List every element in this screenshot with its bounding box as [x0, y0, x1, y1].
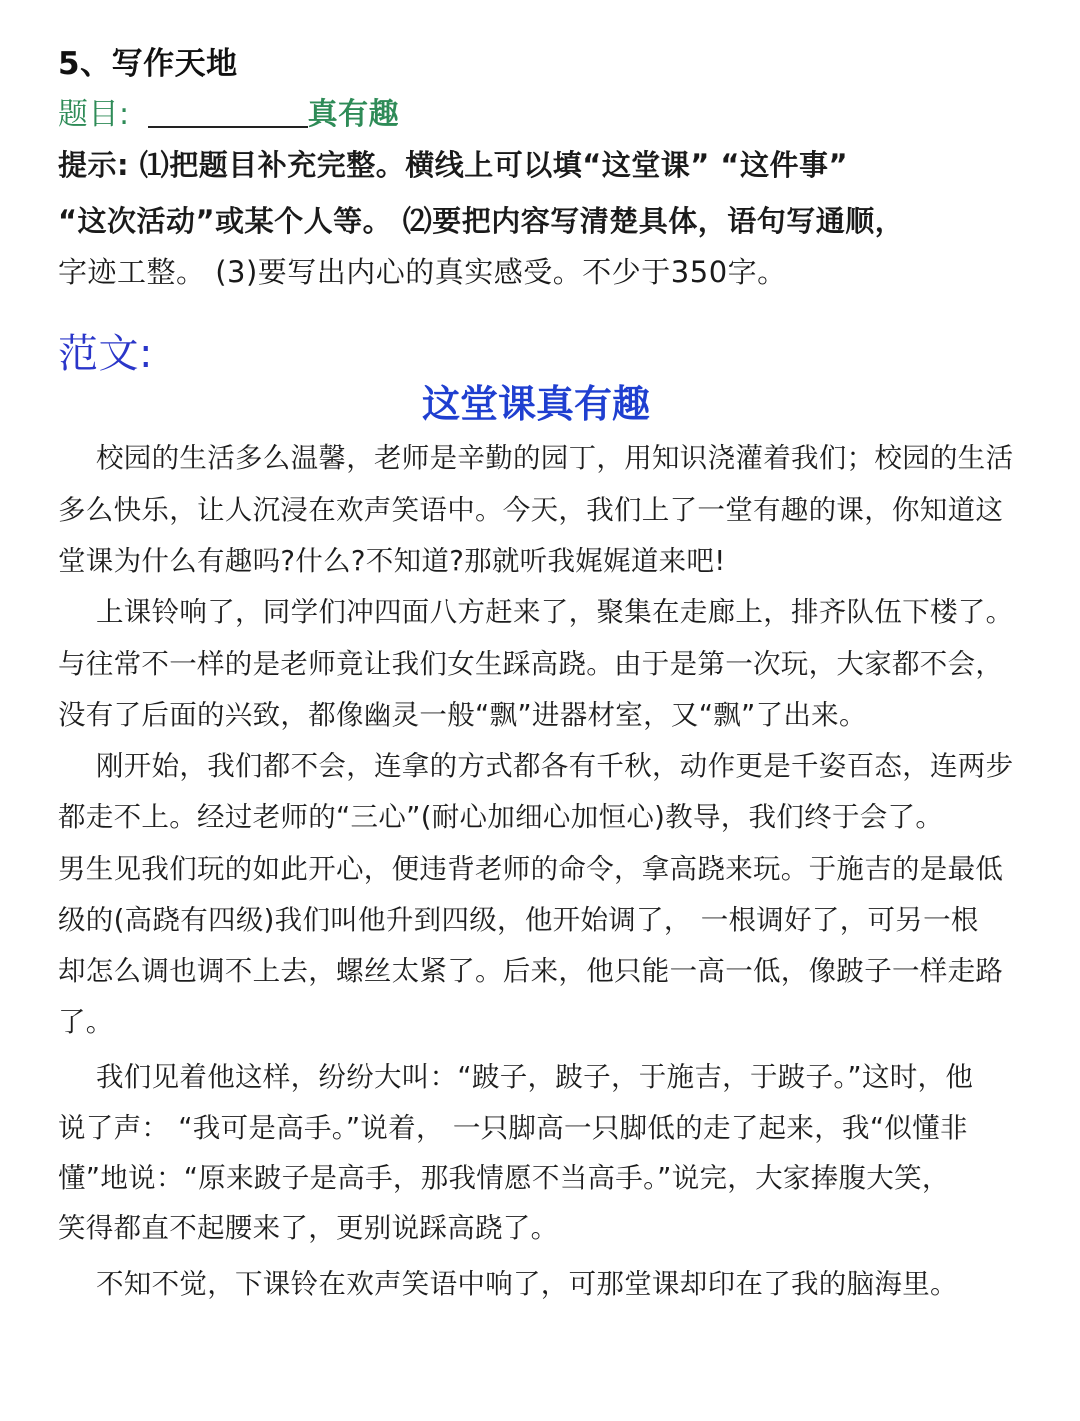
essay-line: 说了声： “我可是高手。”说着， 一只脚高一只脚低的走了起来，我“似懂非 — [58, 1112, 968, 1144]
topic-label: 题目: — [58, 97, 130, 132]
essay-line: 校园的生活多么温馨，老师是辛勤的园丁，用知识浇灌着我们；校园的生活 — [96, 442, 1014, 474]
essay-line: 笑得都直不起腰来了，更别说踩高跷了。 — [58, 1212, 559, 1244]
essay-line: 了。 — [58, 1006, 114, 1038]
essay-line: 与往常不一样的是老师竟让我们女生踩高跷。由于是第一次玩，大家都不会， — [58, 648, 1004, 680]
section-heading: 5、写作天地 — [58, 46, 238, 82]
essay-line: 不知不觉，下课铃在欢声笑语中响了，可那堂课却印在了我的脑海里。 — [96, 1268, 958, 1300]
topic-blank-line — [148, 96, 308, 128]
hint-line-1: 提示: ⑴把题目补充完整。横线上可以填“这堂课” “这件事” — [58, 148, 849, 182]
essay-line: 堂课为什么有趣吗?什么?不知道?那就听我娓娓道来吧! — [58, 545, 726, 577]
essay-line: 刚开始，我们都不会，连拿的方式都各有千秋，动作更是千姿百态，连两步 — [96, 750, 1014, 782]
essay-line: 没有了后面的兴致，都像幽灵一般“飘”进器材室，又“飘”了出来。 — [58, 699, 867, 731]
hint-line-2: “这次活动”或某个人等。 ⑵要把内容写清楚具体，语句写通顺， — [58, 204, 905, 238]
essay-line: 都走不上。经过老师的“三心”(耐心加细心加恒心)教导，我们终于会了。 — [58, 801, 944, 833]
topic-title: 真有趣 — [307, 97, 400, 132]
essay-line: 级的(高跷有四级)我们叫他升到四级，他开始调了， 一根调好了，可另一根 — [58, 904, 979, 936]
topic-line — [58, 94, 399, 135]
essay-line: 懂”地说：“原来跛子是高手，那我情愿不当高手。”说完，大家捧腹大笑， — [58, 1162, 950, 1194]
essay-line: 我们见着他这样，纷纷大叫：“跛子，跛子，于施吉，于跛子。”这时，他 — [96, 1061, 974, 1093]
essay-line: 上课铃响了，同学们冲四面八方赶来了，聚集在走廊上，排齐队伍下楼了。 — [96, 596, 1014, 628]
essay-title: 这堂课真有趣 — [421, 382, 650, 426]
model-essay-label: 范文: — [58, 331, 153, 377]
hint-line-3: 字迹工整。 (3)要写出内心的真实感受。不少于350字。 — [58, 255, 787, 289]
essay-line: 多么快乐，让人沉浸在欢声笑语中。今天，我们上了一堂有趣的课，你知道这 — [58, 494, 1004, 526]
essay-line: 却怎么调也调不上去，螺丝太紧了。后来，他只能一高一低，像跛子一样走路 — [58, 955, 1004, 987]
essay-line: 男生见我们玩的如此开心，便违背老师的命令，拿高跷来玩。于施吉的是最低 — [58, 853, 1004, 885]
